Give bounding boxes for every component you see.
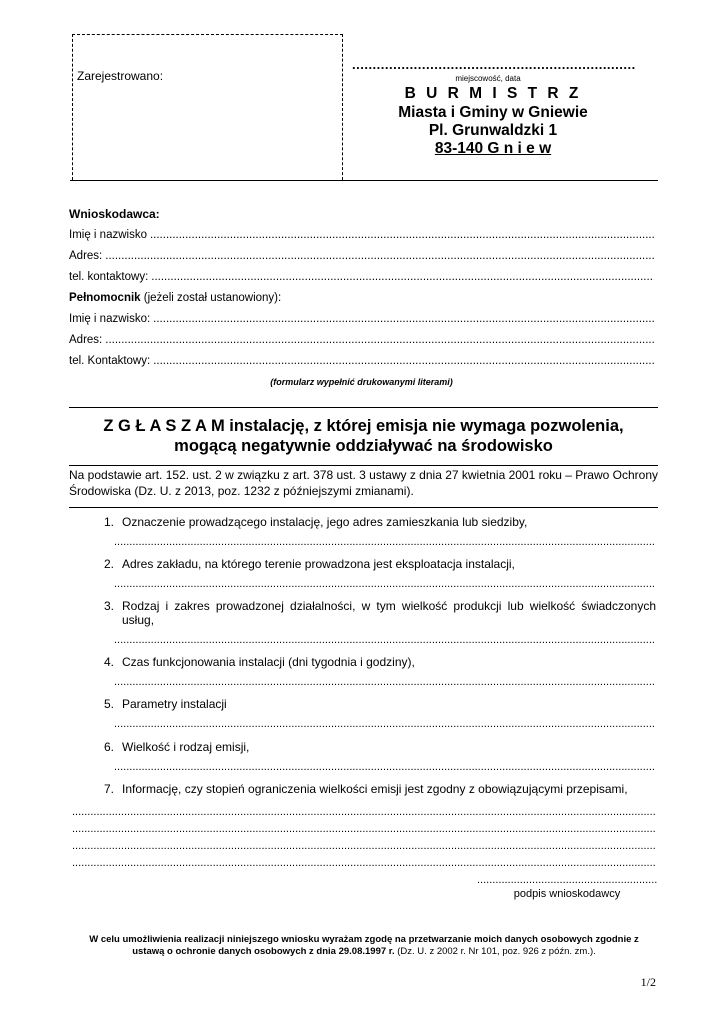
basis-rule: [69, 507, 658, 508]
addressee-office: Miasta i Gminy w Gniewie: [398, 104, 588, 121]
proxy-phone-field[interactable]: [153, 355, 654, 371]
item-number: 7.: [103, 782, 114, 796]
item-text: Parametry instalacji: [122, 697, 227, 711]
proxy-name-line[interactable]: [69, 313, 654, 329]
item-6: [90, 740, 656, 754]
proxy-phone-line[interactable]: [69, 355, 654, 371]
item-text: Informację, czy stopień ograniczenia wielkości emisji jest zgodny z obowiązującymi przepisami,: [122, 782, 628, 796]
proxy-name-field[interactable]: [153, 313, 654, 329]
signature-label: podpis wnioskodawcy: [513, 888, 621, 900]
item-3-field[interactable]: [114, 634, 654, 648]
item-7-field-1[interactable]: [72, 806, 656, 820]
legal-basis: Na podstawie art. 152. ust. 2 w związku z art. 378 ust. 3 ustawy z dnia 27 kwietnia 2001 roku – Prawo Ochrony Środowiska (Dz. U. z 2013, poz. 1232 z późniejszymi zmianami).: [69, 468, 658, 498]
applicant-heading: Wnioskodawca:: [69, 207, 160, 221]
applicant-address-line[interactable]: [69, 250, 654, 266]
title-line1: instalację, z której emisja nie wymaga pozwolenia,: [224, 417, 624, 435]
consent-regular: (Dz. U. z 2002 r. Nr 101, poz. 926 z późn. zm.).: [394, 946, 596, 957]
item-text: Adres zakładu, na którego terenie prowadzona jest eksploatacja instalacji,: [122, 557, 515, 571]
item-number: 4.: [103, 655, 114, 669]
applicant-phone-label: tel. kontaktowy:: [69, 271, 149, 283]
applicant-phone-line[interactable]: [69, 271, 654, 287]
item-text: Oznaczenie prowadzącego instalację, jego adres zamieszkania lub siedziby,: [122, 515, 528, 529]
header-divider: [70, 180, 658, 181]
item-7-field-2[interactable]: [72, 823, 656, 837]
addressee-title: B U R M I S T R Z: [404, 85, 582, 102]
item-text: Rodzaj i zakres prowadzonej działalności, w tym wielkość produkcji lub wielkość świadczonych usług,: [122, 599, 656, 627]
applicant-phone-field[interactable]: [151, 271, 654, 287]
addressee-street: Pl. Grunwaldzki 1: [428, 122, 558, 139]
form-title: [69, 416, 658, 456]
item-number: 2.: [103, 557, 114, 571]
proxy-phone-label: tel. Kontaktowy:: [69, 355, 151, 367]
proxy-address-field[interactable]: [105, 334, 654, 350]
item-6-field[interactable]: [114, 761, 654, 775]
title-bottom-rule: [69, 465, 658, 466]
applicant-name-field[interactable]: [150, 229, 654, 245]
title-top-rule: [69, 407, 658, 408]
item-4: [90, 655, 656, 669]
item-number: 1.: [103, 515, 114, 529]
applicant-name-label: Imię i nazwisko: [69, 229, 147, 241]
proxy-heading-rest: (jeżeli został ustanowiony):: [140, 292, 282, 304]
proxy-heading: [69, 292, 281, 304]
item-number: 6.: [103, 740, 114, 754]
item-text: Wielkość i rodzaj emisji,: [122, 740, 250, 754]
place-date-label: miejscowość, data: [455, 74, 521, 83]
item-4-field[interactable]: [114, 676, 654, 690]
item-7-field-3[interactable]: [72, 840, 656, 854]
title-line2: mogącą negatywnie oddziaływać na środowisko: [174, 437, 553, 455]
place-date-field[interactable]: [352, 57, 636, 73]
applicant-address-field[interactable]: [105, 250, 654, 266]
registered-label: Zarejestrowano:: [77, 69, 164, 83]
item-3: [90, 599, 656, 627]
proxy-heading-bold: Pełnomocnik: [69, 292, 141, 304]
consent-bold: W celu umożliwienia realizacji niniejszego wniosku wyrażam zgodę na przetwarzanie moich danych osobowych zgodnie z ustawą o ochronie danych osobowych z dnia 29.08.1997 r.: [89, 934, 639, 957]
item-1-field[interactable]: [114, 536, 654, 550]
addressee-city: 83-140 G n i e w: [434, 140, 552, 157]
item-7-field-4[interactable]: [72, 857, 656, 871]
item-2: [90, 557, 656, 571]
item-1: [90, 515, 656, 529]
proxy-name-label: Imię i nazwisko:: [69, 313, 151, 325]
item-5-field[interactable]: [114, 718, 654, 732]
item-5: [90, 697, 656, 711]
applicant-name-line[interactable]: [69, 229, 654, 245]
item-number: 5.: [103, 697, 114, 711]
form-note: (formularz wypełnić drukowanymi literami): [270, 377, 453, 387]
item-number: 3.: [103, 599, 114, 613]
proxy-address-label: Adres:: [69, 334, 103, 346]
page-number: 1/2: [640, 975, 656, 989]
proxy-address-line[interactable]: [69, 334, 654, 350]
item-text: Czas funkcjonowania instalacji (dni tygodnia i godziny),: [122, 655, 415, 669]
registration-box: [72, 34, 343, 180]
title-keyword: Z G Ł A S Z A M: [103, 417, 225, 435]
data-consent: [72, 934, 656, 958]
item-7: [90, 782, 656, 796]
applicant-address-label: Adres:: [69, 250, 103, 262]
signature-field[interactable]: [477, 874, 657, 888]
item-2-field[interactable]: [114, 578, 654, 592]
